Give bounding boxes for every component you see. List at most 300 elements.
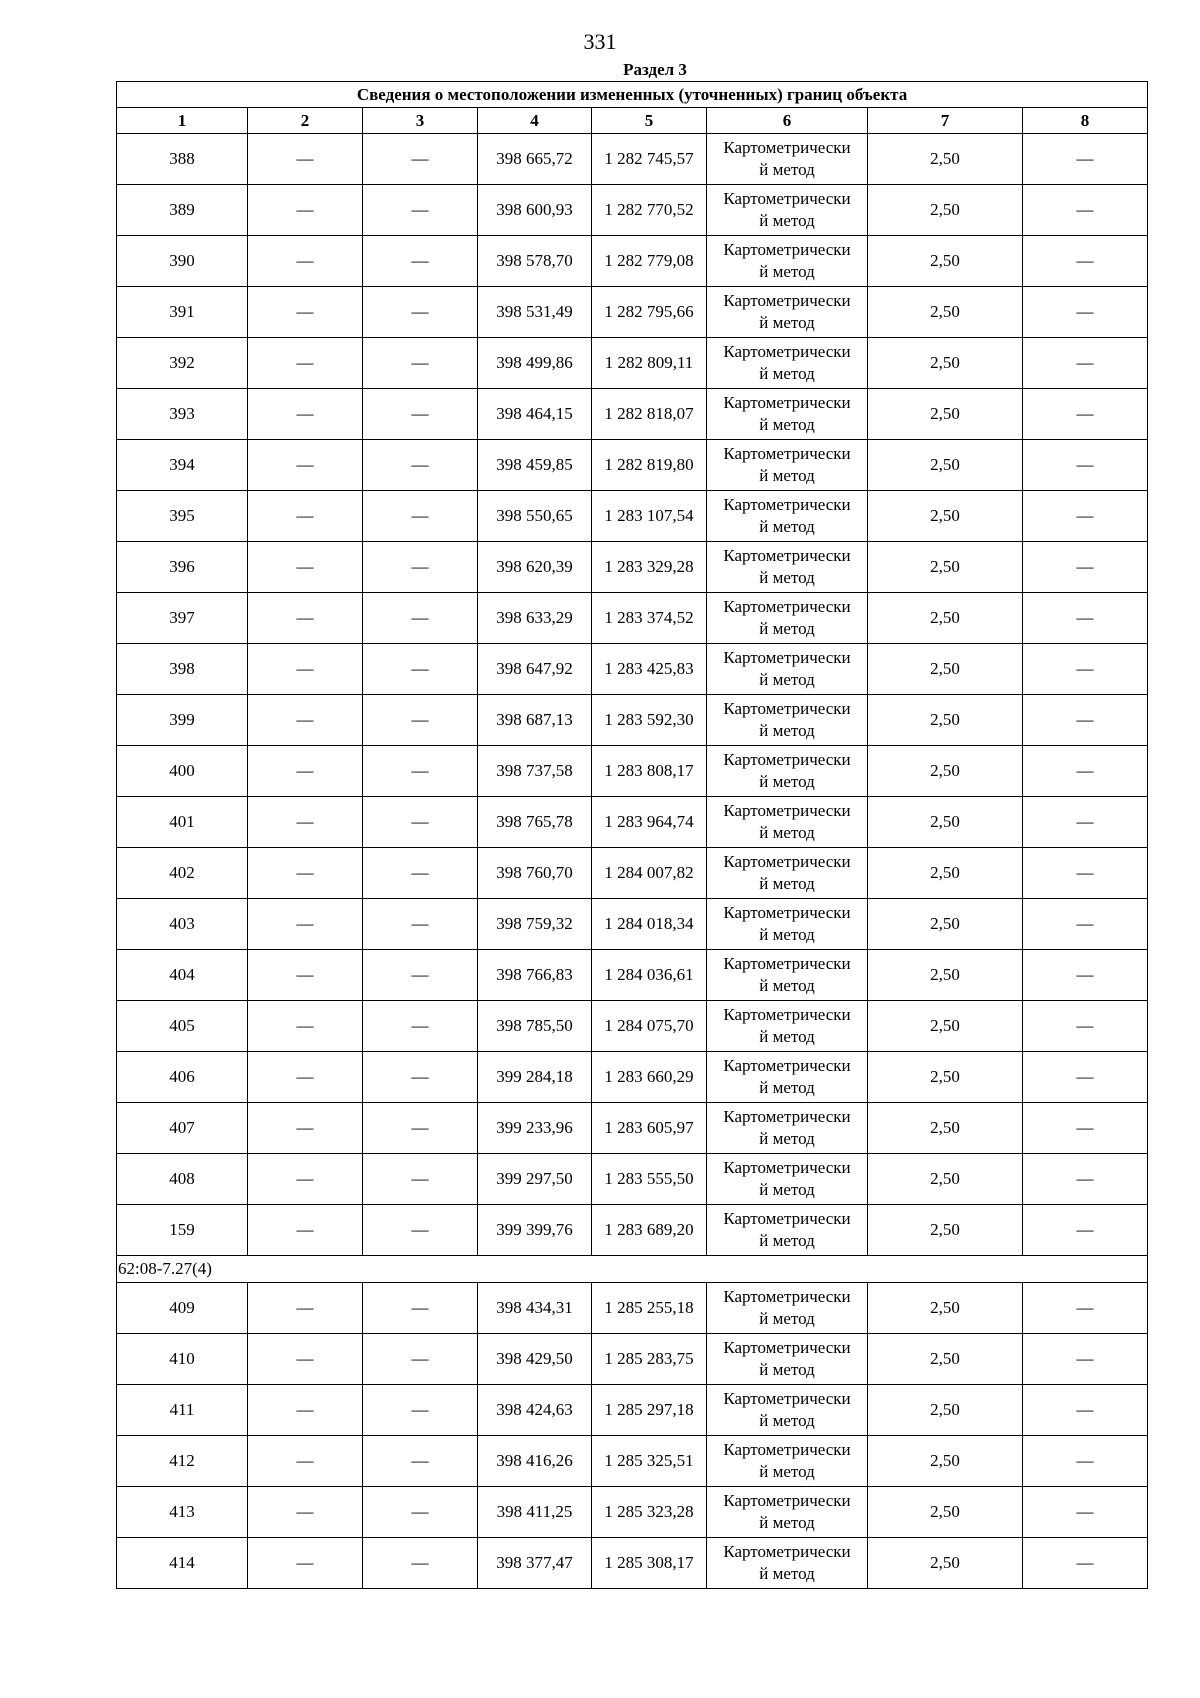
table-row — [117, 899, 1148, 950]
method-cell — [707, 1487, 868, 1538]
accuracy-cell: 2,50 — [868, 644, 1023, 695]
table-row — [117, 1538, 1148, 1589]
accuracy-cell: 2,50 — [868, 1205, 1023, 1256]
col2-dash-cell: — — [248, 1001, 363, 1052]
x-coordinate-cell: 399 233,96 — [478, 1103, 592, 1154]
point-number-cell: 408 — [117, 1154, 248, 1205]
method-cell — [707, 1283, 868, 1334]
method-cell — [707, 848, 868, 899]
y-coordinate-cell: 1 283 689,20 — [592, 1205, 707, 1256]
method-line-2: й метод — [759, 925, 815, 944]
method-line-1: Картометрически — [723, 1440, 851, 1459]
x-coordinate-cell: 398 687,13 — [478, 695, 592, 746]
y-coordinate-cell: 1 282 795,66 — [592, 287, 707, 338]
table-row — [117, 1205, 1148, 1256]
point-number-cell: 410 — [117, 1334, 248, 1385]
y-coordinate-cell: 1 283 964,74 — [592, 797, 707, 848]
group-label: 62:08-7.27(4) — [117, 1256, 1148, 1283]
accuracy-cell: 2,50 — [868, 797, 1023, 848]
method-line-2: й метод — [759, 1360, 815, 1379]
col3-dash-cell: — — [363, 1538, 478, 1589]
method-line-1: Картометрически — [723, 444, 851, 463]
accuracy-cell: 2,50 — [868, 1001, 1023, 1052]
col3-dash-cell: — — [363, 491, 478, 542]
col2-dash-cell: — — [248, 644, 363, 695]
method-line-1: Картометрически — [723, 240, 851, 259]
x-coordinate-cell: 398 760,70 — [478, 848, 592, 899]
col3-dash-cell: — — [363, 185, 478, 236]
col8-dash-cell: — — [1023, 644, 1148, 695]
accuracy-cell: 2,50 — [868, 1052, 1023, 1103]
col2-dash-cell: — — [248, 1385, 363, 1436]
table-row — [117, 746, 1148, 797]
method-cell — [707, 1538, 868, 1589]
point-number-cell: 401 — [117, 797, 248, 848]
method-line-1: Картометрически — [723, 597, 851, 616]
x-coordinate-cell: 398 737,58 — [478, 746, 592, 797]
col2-dash-cell: — — [248, 389, 363, 440]
accuracy-cell: 2,50 — [868, 1334, 1023, 1385]
x-coordinate-cell: 398 531,49 — [478, 287, 592, 338]
col2-dash-cell: — — [248, 1538, 363, 1589]
method-line-1: Картометрически — [723, 1158, 851, 1177]
x-coordinate-cell: 398 633,29 — [478, 593, 592, 644]
point-number-cell: 414 — [117, 1538, 248, 1589]
col2-dash-cell: — — [248, 848, 363, 899]
method-cell — [707, 389, 868, 440]
y-coordinate-cell: 1 285 323,28 — [592, 1487, 707, 1538]
col8-dash-cell: — — [1023, 593, 1148, 644]
method-cell — [707, 1436, 868, 1487]
table-row — [117, 1154, 1148, 1205]
point-number-cell: 398 — [117, 644, 248, 695]
col8-dash-cell: — — [1023, 542, 1148, 593]
point-number-cell: 409 — [117, 1283, 248, 1334]
col3-dash-cell: — — [363, 950, 478, 1001]
col2-dash-cell: — — [248, 1334, 363, 1385]
col8-dash-cell: — — [1023, 389, 1148, 440]
x-coordinate-cell: 398 411,25 — [478, 1487, 592, 1538]
column-number: 3 — [363, 108, 478, 134]
col8-dash-cell: — — [1023, 1487, 1148, 1538]
col3-dash-cell: — — [363, 1052, 478, 1103]
method-cell — [707, 542, 868, 593]
col3-dash-cell: — — [363, 440, 478, 491]
x-coordinate-cell: 398 550,65 — [478, 491, 592, 542]
col3-dash-cell: — — [363, 389, 478, 440]
method-line-2: й метод — [759, 976, 815, 995]
y-coordinate-cell: 1 283 374,52 — [592, 593, 707, 644]
col3-dash-cell: — — [363, 1001, 478, 1052]
method-line-2: й метод — [759, 364, 815, 383]
col2-dash-cell: — — [248, 899, 363, 950]
method-cell — [707, 440, 868, 491]
col3-dash-cell: — — [363, 1283, 478, 1334]
col8-dash-cell: — — [1023, 440, 1148, 491]
method-cell — [707, 1103, 868, 1154]
method-line-2: й метод — [759, 619, 815, 638]
col8-dash-cell: — — [1023, 899, 1148, 950]
accuracy-cell: 2,50 — [868, 1154, 1023, 1205]
x-coordinate-cell: 398 759,32 — [478, 899, 592, 950]
col8-dash-cell: — — [1023, 236, 1148, 287]
method-line-2: й метод — [759, 568, 815, 587]
point-number-cell: 413 — [117, 1487, 248, 1538]
method-line-2: й метод — [759, 415, 815, 434]
table-row — [117, 644, 1148, 695]
table-body-before-group — [117, 134, 1148, 1256]
point-number-cell: 399 — [117, 695, 248, 746]
col3-dash-cell: — — [363, 1436, 478, 1487]
col3-dash-cell: — — [363, 848, 478, 899]
section-title: Раздел 3 — [623, 60, 687, 79]
col2-dash-cell: — — [248, 746, 363, 797]
x-coordinate-cell: 399 297,50 — [478, 1154, 592, 1205]
table-row — [117, 440, 1148, 491]
accuracy-cell: 2,50 — [868, 1538, 1023, 1589]
x-coordinate-cell: 398 765,78 — [478, 797, 592, 848]
point-number-cell: 407 — [117, 1103, 248, 1154]
x-coordinate-cell: 398 785,50 — [478, 1001, 592, 1052]
col2-dash-cell: — — [248, 797, 363, 848]
method-line-1: Картометрически — [723, 1287, 851, 1306]
y-coordinate-cell: 1 283 329,28 — [592, 542, 707, 593]
col2-dash-cell: — — [248, 695, 363, 746]
point-number-cell: 394 — [117, 440, 248, 491]
page-number: 331 — [583, 29, 617, 54]
accuracy-cell: 2,50 — [868, 950, 1023, 1001]
col3-dash-cell: — — [363, 1154, 478, 1205]
y-coordinate-cell: 1 283 425,83 — [592, 644, 707, 695]
col2-dash-cell: — — [248, 491, 363, 542]
point-number-cell: 411 — [117, 1385, 248, 1436]
point-number-cell: 404 — [117, 950, 248, 1001]
method-line-1: Картометрически — [723, 750, 851, 769]
method-line-1: Картометрически — [723, 852, 851, 871]
y-coordinate-cell: 1 282 770,52 — [592, 185, 707, 236]
method-cell — [707, 1052, 868, 1103]
method-cell — [707, 338, 868, 389]
method-cell — [707, 899, 868, 950]
col8-dash-cell: — — [1023, 134, 1148, 185]
col8-dash-cell: — — [1023, 338, 1148, 389]
method-line-2: й метод — [759, 1180, 815, 1199]
y-coordinate-cell: 1 285 325,51 — [592, 1436, 707, 1487]
col8-dash-cell: — — [1023, 1334, 1148, 1385]
col8-dash-cell: — — [1023, 1154, 1148, 1205]
accuracy-cell: 2,50 — [868, 338, 1023, 389]
col2-dash-cell: — — [248, 440, 363, 491]
method-line-1: Картометрически — [723, 954, 851, 973]
x-coordinate-cell: 398 434,31 — [478, 1283, 592, 1334]
col2-dash-cell: — — [248, 950, 363, 1001]
x-coordinate-cell: 398 424,63 — [478, 1385, 592, 1436]
accuracy-cell: 2,50 — [868, 491, 1023, 542]
point-number-cell: 400 — [117, 746, 248, 797]
column-number: 5 — [592, 108, 707, 134]
table-row — [117, 797, 1148, 848]
y-coordinate-cell: 1 282 745,57 — [592, 134, 707, 185]
method-cell — [707, 236, 868, 287]
x-coordinate-cell: 398 647,92 — [478, 644, 592, 695]
col8-dash-cell: — — [1023, 1205, 1148, 1256]
table-row — [117, 1103, 1148, 1154]
x-coordinate-cell: 399 399,76 — [478, 1205, 592, 1256]
y-coordinate-cell: 1 284 036,61 — [592, 950, 707, 1001]
col2-dash-cell: — — [248, 236, 363, 287]
accuracy-cell: 2,50 — [868, 1385, 1023, 1436]
y-coordinate-cell: 1 283 605,97 — [592, 1103, 707, 1154]
table-row — [117, 134, 1148, 185]
accuracy-cell: 2,50 — [868, 593, 1023, 644]
col2-dash-cell: — — [248, 593, 363, 644]
method-line-2: й метод — [759, 466, 815, 485]
table-row — [117, 1283, 1148, 1334]
point-number-cell: 403 — [117, 899, 248, 950]
table-row — [117, 389, 1148, 440]
method-line-1: Картометрически — [723, 291, 851, 310]
method-line-1: Картометрически — [723, 342, 851, 361]
method-cell — [707, 593, 868, 644]
col2-dash-cell: — — [248, 1487, 363, 1538]
method-line-1: Картометрически — [723, 699, 851, 718]
x-coordinate-cell: 399 284,18 — [478, 1052, 592, 1103]
accuracy-cell: 2,50 — [868, 389, 1023, 440]
method-cell — [707, 746, 868, 797]
table-row — [117, 491, 1148, 542]
accuracy-cell: 2,50 — [868, 695, 1023, 746]
table-row — [117, 185, 1148, 236]
accuracy-cell: 2,50 — [868, 746, 1023, 797]
col3-dash-cell: — — [363, 797, 478, 848]
method-line-1: Картометрически — [723, 1542, 851, 1561]
method-line-2: й метод — [759, 874, 815, 893]
y-coordinate-cell: 1 285 297,18 — [592, 1385, 707, 1436]
method-line-1: Картометрически — [723, 648, 851, 667]
y-coordinate-cell: 1 284 018,34 — [592, 899, 707, 950]
col2-dash-cell: — — [248, 1283, 363, 1334]
table-row — [117, 1334, 1148, 1385]
method-cell — [707, 950, 868, 1001]
y-coordinate-cell: 1 285 255,18 — [592, 1283, 707, 1334]
col8-dash-cell: — — [1023, 695, 1148, 746]
method-line-2: й метод — [759, 1078, 815, 1097]
col2-dash-cell: — — [248, 1205, 363, 1256]
point-number-cell: 402 — [117, 848, 248, 899]
method-line-2: й метод — [759, 1513, 815, 1532]
method-cell — [707, 1205, 868, 1256]
col8-dash-cell: — — [1023, 746, 1148, 797]
column-number: 4 — [478, 108, 592, 134]
method-line-2: й метод — [759, 1462, 815, 1481]
x-coordinate-cell: 398 429,50 — [478, 1334, 592, 1385]
point-number-cell: 396 — [117, 542, 248, 593]
col2-dash-cell: — — [248, 134, 363, 185]
method-line-2: й метод — [759, 670, 815, 689]
method-cell — [707, 134, 868, 185]
col8-dash-cell: — — [1023, 797, 1148, 848]
method-line-1: Картометрически — [723, 903, 851, 922]
table-row — [117, 338, 1148, 389]
method-line-1: Картометрически — [723, 1491, 851, 1510]
col3-dash-cell: — — [363, 1334, 478, 1385]
method-line-2: й метод — [759, 1411, 815, 1430]
table-row — [117, 695, 1148, 746]
method-cell — [707, 491, 868, 542]
accuracy-cell: 2,50 — [868, 287, 1023, 338]
group-row — [117, 1256, 1148, 1283]
col2-dash-cell: — — [248, 287, 363, 338]
col3-dash-cell: — — [363, 1385, 478, 1436]
boundary-coordinates-table — [116, 81, 1148, 1589]
x-coordinate-cell: 398 665,72 — [478, 134, 592, 185]
col8-dash-cell: — — [1023, 287, 1148, 338]
table-group-section — [117, 1256, 1148, 1283]
col2-dash-cell: — — [248, 185, 363, 236]
column-number: 7 — [868, 108, 1023, 134]
y-coordinate-cell: 1 282 818,07 — [592, 389, 707, 440]
col3-dash-cell: — — [363, 1205, 478, 1256]
col8-dash-cell: — — [1023, 1103, 1148, 1154]
point-number-cell: 395 — [117, 491, 248, 542]
x-coordinate-cell: 398 578,70 — [478, 236, 592, 287]
y-coordinate-cell: 1 282 779,08 — [592, 236, 707, 287]
method-line-1: Картометрически — [723, 1209, 851, 1228]
method-line-1: Картометрически — [723, 546, 851, 565]
accuracy-cell: 2,50 — [868, 848, 1023, 899]
y-coordinate-cell: 1 282 809,11 — [592, 338, 707, 389]
col3-dash-cell: — — [363, 287, 478, 338]
point-number-cell: 392 — [117, 338, 248, 389]
y-coordinate-cell: 1 284 075,70 — [592, 1001, 707, 1052]
col3-dash-cell: — — [363, 593, 478, 644]
y-coordinate-cell: 1 283 808,17 — [592, 746, 707, 797]
method-line-2: й метод — [759, 262, 815, 281]
column-number: 2 — [248, 108, 363, 134]
table-row — [117, 236, 1148, 287]
method-line-2: й метод — [759, 1231, 815, 1250]
col3-dash-cell: — — [363, 1103, 478, 1154]
x-coordinate-cell: 398 416,26 — [478, 1436, 592, 1487]
method-line-1: Картометрически — [723, 138, 851, 157]
col3-dash-cell: — — [363, 644, 478, 695]
y-coordinate-cell: 1 282 819,80 — [592, 440, 707, 491]
method-line-2: й метод — [759, 823, 815, 842]
method-line-2: й метод — [759, 1309, 815, 1328]
method-cell — [707, 1154, 868, 1205]
x-coordinate-cell: 398 499,86 — [478, 338, 592, 389]
col3-dash-cell: — — [363, 695, 478, 746]
method-line-2: й метод — [759, 721, 815, 740]
method-cell — [707, 185, 868, 236]
point-number-cell: 389 — [117, 185, 248, 236]
x-coordinate-cell: 398 377,47 — [478, 1538, 592, 1589]
method-line-2: й метод — [759, 211, 815, 230]
method-line-1: Картометрически — [723, 189, 851, 208]
method-line-2: й метод — [759, 160, 815, 179]
col8-dash-cell: — — [1023, 848, 1148, 899]
col3-dash-cell: — — [363, 338, 478, 389]
point-number-cell: 388 — [117, 134, 248, 185]
method-line-1: Картометрически — [723, 393, 851, 412]
col8-dash-cell: — — [1023, 1001, 1148, 1052]
x-coordinate-cell: 398 459,85 — [478, 440, 592, 491]
method-line-2: й метод — [759, 772, 815, 791]
table-row — [117, 542, 1148, 593]
point-number-cell: 393 — [117, 389, 248, 440]
method-line-1: Картометрически — [723, 1389, 851, 1408]
method-line-1: Картометрически — [723, 1338, 851, 1357]
col3-dash-cell: — — [363, 1487, 478, 1538]
col2-dash-cell: — — [248, 1052, 363, 1103]
method-cell — [707, 695, 868, 746]
accuracy-cell: 2,50 — [868, 1283, 1023, 1334]
accuracy-cell: 2,50 — [868, 134, 1023, 185]
point-number-cell: 406 — [117, 1052, 248, 1103]
column-number-row — [117, 108, 1148, 134]
x-coordinate-cell: 398 620,39 — [478, 542, 592, 593]
col8-dash-cell: — — [1023, 1385, 1148, 1436]
table-row — [117, 1001, 1148, 1052]
column-number: 8 — [1023, 108, 1148, 134]
col3-dash-cell: — — [363, 542, 478, 593]
col3-dash-cell: — — [363, 899, 478, 950]
method-line-1: Картометрически — [723, 801, 851, 820]
point-number-cell: 412 — [117, 1436, 248, 1487]
col2-dash-cell: — — [248, 1436, 363, 1487]
accuracy-cell: 2,50 — [868, 1436, 1023, 1487]
col8-dash-cell: — — [1023, 950, 1148, 1001]
y-coordinate-cell: 1 285 283,75 — [592, 1334, 707, 1385]
y-coordinate-cell: 1 283 107,54 — [592, 491, 707, 542]
y-coordinate-cell: 1 283 592,30 — [592, 695, 707, 746]
y-coordinate-cell: 1 285 308,17 — [592, 1538, 707, 1589]
col2-dash-cell: — — [248, 1103, 363, 1154]
table-row — [117, 287, 1148, 338]
table-row — [117, 1385, 1148, 1436]
method-cell — [707, 1001, 868, 1052]
point-number-cell: 391 — [117, 287, 248, 338]
x-coordinate-cell: 398 464,15 — [478, 389, 592, 440]
table-row — [117, 848, 1148, 899]
method-line-1: Картометрически — [723, 1056, 851, 1075]
col2-dash-cell: — — [248, 338, 363, 389]
y-coordinate-cell: 1 284 007,82 — [592, 848, 707, 899]
table-row — [117, 950, 1148, 1001]
method-line-2: й метод — [759, 1027, 815, 1046]
table-row — [117, 1487, 1148, 1538]
col3-dash-cell: — — [363, 746, 478, 797]
method-line-2: й метод — [759, 1129, 815, 1148]
method-cell — [707, 1334, 868, 1385]
col3-dash-cell: — — [363, 134, 478, 185]
method-cell — [707, 644, 868, 695]
col8-dash-cell: — — [1023, 1052, 1148, 1103]
x-coordinate-cell: 398 600,93 — [478, 185, 592, 236]
accuracy-cell: 2,50 — [868, 236, 1023, 287]
table-row — [117, 1052, 1148, 1103]
column-number: 6 — [707, 108, 868, 134]
method-line-2: й метод — [759, 313, 815, 332]
method-line-2: й метод — [759, 517, 815, 536]
col3-dash-cell: — — [363, 236, 478, 287]
col2-dash-cell: — — [248, 542, 363, 593]
col8-dash-cell: — — [1023, 1283, 1148, 1334]
point-number-cell: 159 — [117, 1205, 248, 1256]
accuracy-cell: 2,50 — [868, 1487, 1023, 1538]
accuracy-cell: 2,50 — [868, 542, 1023, 593]
point-number-cell: 397 — [117, 593, 248, 644]
